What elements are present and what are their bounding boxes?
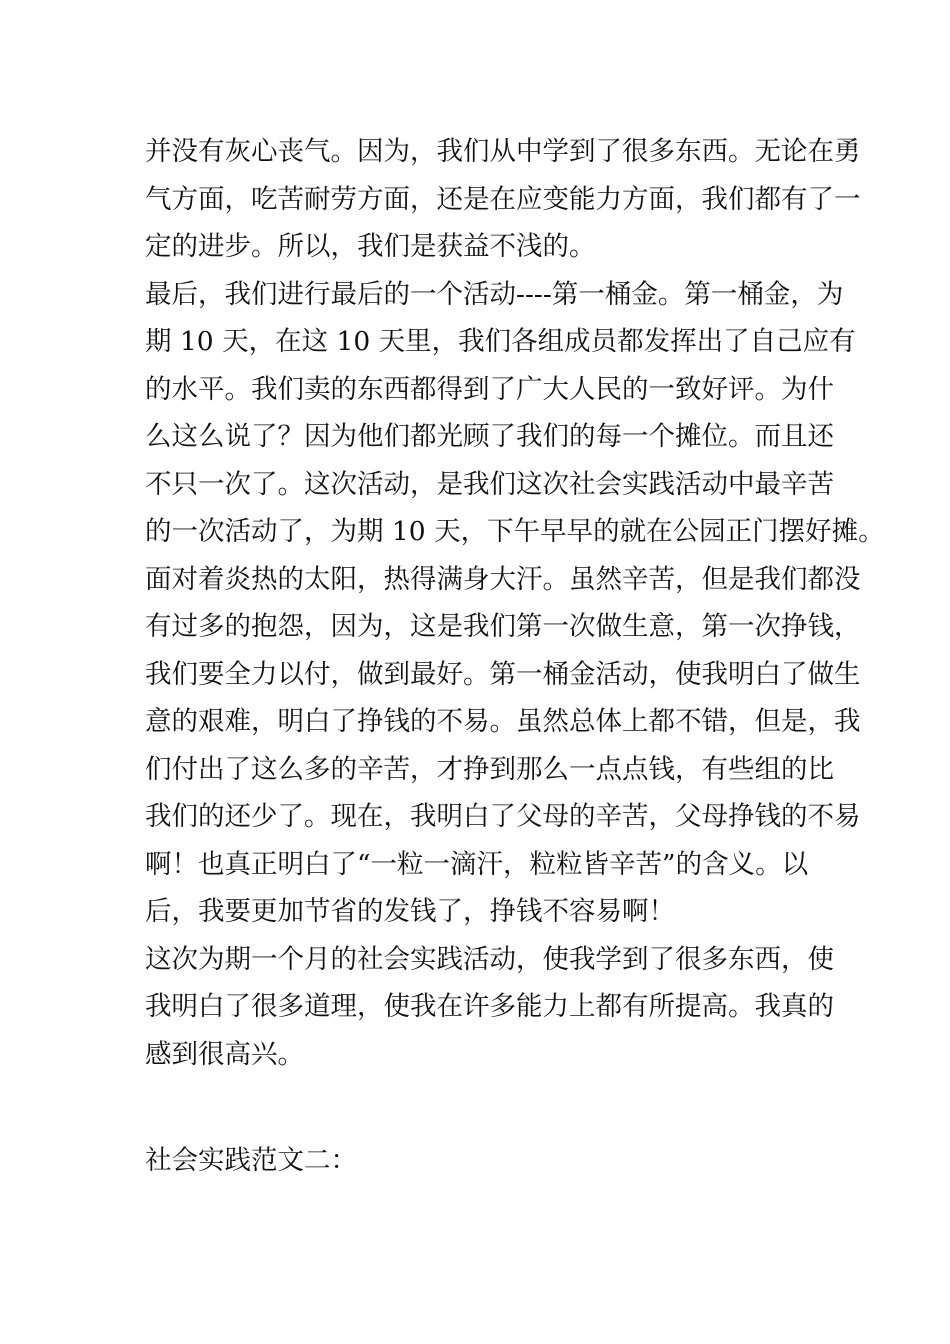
section-heading: 社会实践范文二： [145, 1145, 357, 1176]
text-line: 不只一次了。这次活动，是我们这次社会实践活动中最辛苦 [145, 468, 834, 500]
text-line: 期 10 天，在这 10 天里，我们各组成员都发挥出了自己应有 [145, 326, 856, 357]
text-line: 的一次活动了，为期 10 天，下午早早的就在公园正门摆好摊。 [145, 516, 885, 547]
text-line: 么这么说了？因为他们都光顾了我们的每一个摊位。而且还 [145, 421, 834, 452]
text-line: 们付出了这么多的辛苦，才挣到那么一点点钱，有些组的比 [145, 753, 834, 785]
text-line: 定的进步。所以，我们是获益不浅的。 [145, 231, 596, 262]
text-line: 有过多的抱怨，因为，这是我们第一次做生意，第一次挣钱， [145, 611, 861, 642]
text-line: 我们要全力以付，做到最好。第一桶金活动，使我明白了做生 [145, 658, 861, 690]
text-line: 的水平。我们卖的东西都得到了广大人民的一致好评。为什 [145, 373, 834, 405]
text-line: 啊！也真正明白了“一粒一滴汗，粒粒皆辛苦”的含义。以 [145, 848, 809, 880]
text-line: 后，我要更加节省的发钱了，挣钱不容易啊！ [145, 896, 675, 927]
text-line: 这次为期一个月的社会实践活动，使我学到了很多东西，使 [145, 943, 834, 975]
text-line: 最后，我们进行最后的一个活动----第一桶金。第一桶金，为 [145, 278, 844, 310]
text-line: 并没有灰心丧气。因为，我们从中学到了很多东西。无论在勇 [145, 136, 861, 167]
body-text [145, 128, 885, 1078]
text-line: 面对着炎热的太阳，热得满身大汗。虽然辛苦，但是我们都没 [145, 563, 861, 595]
text-line: 气方面，吃苦耐劳方面，还是在应变能力方面，我们都有了一 [145, 183, 861, 215]
text-line: 我们的还少了。现在，我明白了父母的辛苦，父母挣钱的不易 [145, 801, 861, 832]
text-line: 我明白了很多道理，使我在许多能力上都有所提高。我真的 [145, 991, 834, 1022]
text-line: 感到很高兴。 [145, 1038, 304, 1070]
text-line: 意的艰难，明白了挣钱的不易。虽然总体上都不错，但是，我 [145, 706, 861, 737]
